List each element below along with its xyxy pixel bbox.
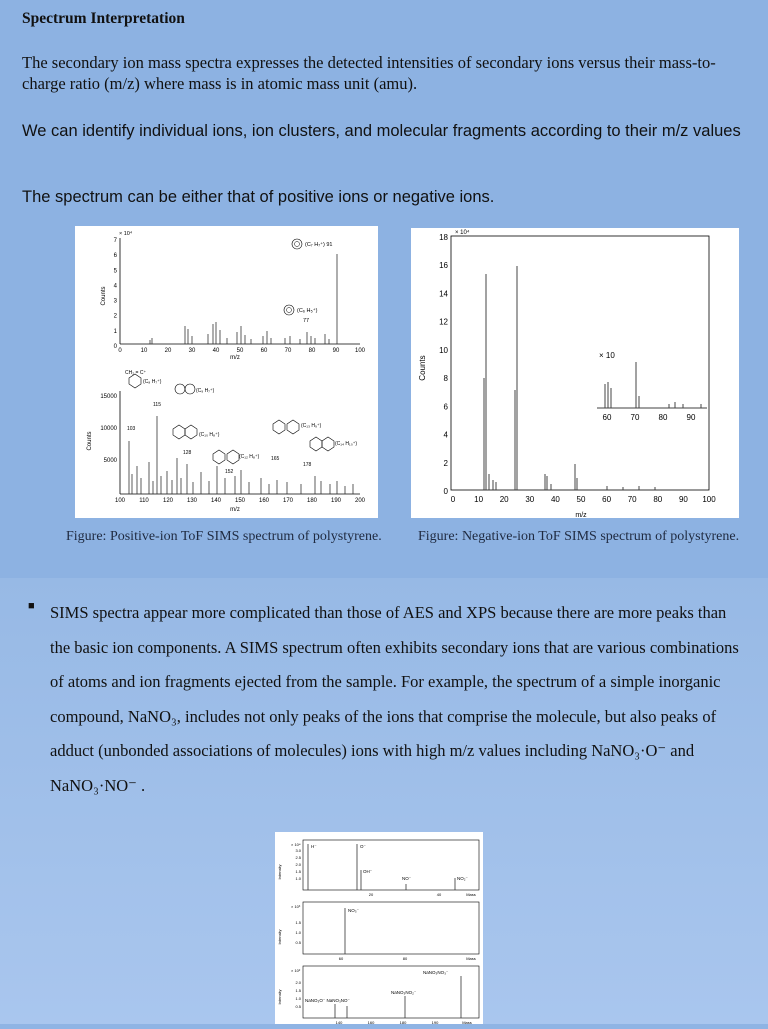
tick-label: 100 <box>702 495 716 504</box>
tick-label: 4 <box>443 430 448 440</box>
tick-label: 20 <box>164 348 172 354</box>
svg-text:H⁻: H⁻ <box>311 844 317 849</box>
tick-label: 0 <box>118 348 122 354</box>
nano3-panel-3 <box>277 966 479 1024</box>
tick-label: 90 <box>686 413 696 422</box>
tick-label: 14 <box>439 289 448 299</box>
svg-text:180: 180 <box>399 1020 407 1024</box>
nano3-spectrum <box>275 832 483 1024</box>
tick-label: 0 <box>443 487 448 496</box>
svg-text:80: 80 <box>402 956 408 961</box>
top-annotation-91: (C₇ H₇⁺) 91 <box>305 242 333 248</box>
annot-c14h10: (C₁₄ H₁₀⁺) <box>335 441 358 447</box>
top-xlabel: m/z <box>230 355 240 361</box>
intro-paragraph: The secondary ion mass spectra expresses the detected intensities of secondary ions versus their mass-to-charge ratio (m/z) where mass is in atomic mass unit (amu). <box>22 53 716 93</box>
tick-label: 0 <box>113 344 117 350</box>
tick-label: 160 <box>258 498 270 504</box>
tick-label: 10 <box>439 345 448 355</box>
bottom-xlabel: m/z <box>230 507 240 513</box>
annot-103: 103 <box>127 426 136 432</box>
bullet-icon: ■ <box>28 600 35 612</box>
tick-label: 10 <box>474 495 484 504</box>
tick-label: 40 <box>550 495 560 504</box>
tick-label: 60 <box>602 495 612 504</box>
svg-text:Mass: Mass <box>466 892 476 897</box>
annot-c9h7: (C₉ H₇⁺) <box>196 388 215 394</box>
tick-label: 40 <box>212 348 220 354</box>
annot-128: 128 <box>183 450 192 456</box>
svg-text:NO₂⁻: NO₂⁻ <box>457 876 468 881</box>
nano3-figure <box>275 832 483 1024</box>
page-title: Spectrum Interpretation <box>22 10 185 27</box>
annot-c10h8: (C₁₀ H₈⁺) <box>199 432 220 438</box>
svg-text:Mass: Mass <box>462 1020 472 1024</box>
tick-label: 2 <box>443 458 448 468</box>
p1-mult: × 10⁴ <box>291 842 301 847</box>
tick-label: 30 <box>525 495 535 504</box>
tick-label: 110 <box>139 498 149 504</box>
svg-text:NaNO₃NO₂⁻: NaNO₃NO₂⁻ <box>391 990 417 995</box>
svg-text:2.0: 2.0 <box>295 980 301 985</box>
tick-label: 200 <box>354 498 366 504</box>
tick-label: 16 <box>439 261 448 271</box>
top-multiplier: × 10⁴ <box>119 231 133 237</box>
svg-text:1.5: 1.5 <box>295 988 301 993</box>
positive-figure-caption: Figure: Positive-ion ToF SIMS spectrum of polystyrene. <box>66 529 382 544</box>
positive-bottom-plot <box>87 370 366 513</box>
neg-xlabel: m/z <box>575 512 587 518</box>
tick-label: 80 <box>308 348 316 354</box>
tick-label: 8 <box>443 374 448 384</box>
tick-label: 0 <box>450 495 456 504</box>
tick-label: 50 <box>236 348 244 354</box>
svg-text:2.0: 2.0 <box>295 862 301 867</box>
tick-label: 50 <box>576 495 586 504</box>
tick-label: 6 <box>443 402 448 412</box>
tick-label: 190 <box>330 498 342 504</box>
svg-text:Mass: Mass <box>466 956 476 961</box>
tick-label: 130 <box>186 498 198 504</box>
tick-label: 80 <box>658 413 668 422</box>
tick-label: 4 <box>113 283 117 290</box>
annot-ch2c: CH₂ = C⁺ <box>125 370 147 376</box>
top-ylabel: Counts <box>101 286 107 306</box>
svg-text:0.5: 0.5 <box>295 1004 301 1009</box>
svg-text:60: 60 <box>338 956 344 961</box>
tick-label: 12 <box>439 317 448 327</box>
svg-text:140: 140 <box>335 1020 343 1024</box>
svg-text:O⁻: O⁻ <box>360 844 366 849</box>
tick-label: 70 <box>627 495 637 504</box>
tick-label: 70 <box>630 413 640 422</box>
neg-multiplier: × 10⁴ <box>455 230 470 236</box>
annot-178: 178 <box>303 462 312 468</box>
svg-text:1.0: 1.0 <box>295 996 301 1001</box>
identify-paragraph: We can identify individual ions, ion clusters, and molecular fragments according to their m/z values <box>22 122 741 140</box>
annot-152: 152 <box>225 469 234 475</box>
nano3-panel-1 <box>277 840 479 897</box>
tick-label: 5000 <box>103 458 117 464</box>
tick-label: 180 <box>306 498 318 504</box>
tick-label: 170 <box>282 498 294 504</box>
negative-ion-spectrum <box>411 228 739 518</box>
svg-text:3.0: 3.0 <box>295 848 301 853</box>
tick-label: 10000 <box>100 426 117 432</box>
svg-text:NO⁻: NO⁻ <box>402 876 412 881</box>
svg-text:1.5: 1.5 <box>295 869 301 874</box>
tick-label: 90 <box>332 348 340 354</box>
svg-text:1.0: 1.0 <box>295 930 301 935</box>
p1-ylabel: Intensity <box>277 864 282 880</box>
annot-c8h7: (C₈ H₇⁺) <box>143 379 162 385</box>
tick-label: 90 <box>678 495 688 504</box>
positive-top-plot <box>101 230 366 361</box>
tick-label: 18 <box>439 233 448 242</box>
tick-label: 2 <box>113 313 117 320</box>
tick-label: 140 <box>210 498 222 504</box>
positive-ion-figure <box>75 226 378 518</box>
p3-ylabel: Intensity <box>277 989 282 1005</box>
p2-ylabel: Intensity <box>277 929 282 945</box>
negative-figure-caption: Figure: Negative-ion ToF SIMS spectrum of polystyrene. <box>418 529 740 544</box>
tick-label: 30 <box>188 348 196 354</box>
annot-115: 115 <box>153 402 161 408</box>
polarity-paragraph: The spectrum can be either that of positive ions or negative ions. <box>22 188 495 206</box>
annot-165: 165 <box>271 456 280 462</box>
svg-text:NO₃⁻: NO₃⁻ <box>348 908 359 913</box>
svg-text:160: 160 <box>367 1020 375 1024</box>
neg-inset <box>597 351 707 422</box>
positive-ion-spectrum <box>75 226 378 518</box>
top-annotation-77: 77 <box>303 318 310 324</box>
inset-label: × 10 <box>599 351 615 360</box>
svg-text:190: 190 <box>431 1020 439 1024</box>
p3-mult: × 10² <box>291 968 301 973</box>
tick-label: 70 <box>284 348 292 354</box>
tick-label: 80 <box>653 495 663 504</box>
p2-mult: × 10³ <box>291 904 301 909</box>
svg-text:0.5: 0.5 <box>295 940 301 945</box>
neg-ylabel: Counts <box>418 355 427 381</box>
svg-text:OH⁻: OH⁻ <box>363 869 373 874</box>
svg-text:1.0: 1.0 <box>295 876 301 881</box>
svg-text:NaNO₃NO₃⁻: NaNO₃NO₃⁻ <box>423 970 449 975</box>
negative-ion-figure <box>411 228 739 518</box>
tick-label: 60 <box>602 413 612 422</box>
tick-label: 1 <box>113 328 117 335</box>
body-paragraph: SIMS spectra appear more complicated than those of AES and XPS because there are more peaks than the basic ion components. A SIMS spectrum often exhibits secondary ions that are various combinations of atoms and ion fragments ejected from the sample. For example, the spectrum of a simple inorganic compound, NaNO₃, includes not only peaks of the ions that comprise the molecule, but also peaks of adduct (unbonded associations of molecules) ions with high m/z values including NaNO₃·O⁻ and NaNO₃·NO⁻ . <box>50 603 739 795</box>
tick-label: 3 <box>113 298 117 305</box>
tick-label: 10 <box>140 348 148 354</box>
nano3-panel-2 <box>277 902 479 961</box>
svg-text:40: 40 <box>436 892 442 897</box>
tick-label: 100 <box>354 348 366 354</box>
svg-text:NaNO₃O⁻ NaNO₃NO⁻: NaNO₃O⁻ NaNO₃NO⁻ <box>305 998 350 1003</box>
svg-text:20: 20 <box>368 892 374 897</box>
tick-label: 6 <box>113 253 117 260</box>
tick-label: 150 <box>234 498 246 504</box>
svg-text:2.5: 2.5 <box>295 855 301 860</box>
tick-label: 5 <box>113 268 117 275</box>
top-annotation-c6h5: (C₆ H₅⁺) <box>297 308 318 314</box>
tick-label: 60 <box>260 348 268 354</box>
tick-label: 7 <box>113 238 117 244</box>
svg-text:1.5: 1.5 <box>295 920 301 925</box>
tick-label: 15000 <box>100 394 117 400</box>
annot-c12h8: (C₁₂ H₈⁺) <box>239 454 260 460</box>
tick-label: 100 <box>114 498 126 504</box>
tick-label: 120 <box>162 498 174 504</box>
annot-c13h9: (C₁₃ H₉⁺) <box>301 423 322 429</box>
tick-label: 20 <box>499 495 509 504</box>
bottom-ylabel: Counts <box>87 431 93 451</box>
